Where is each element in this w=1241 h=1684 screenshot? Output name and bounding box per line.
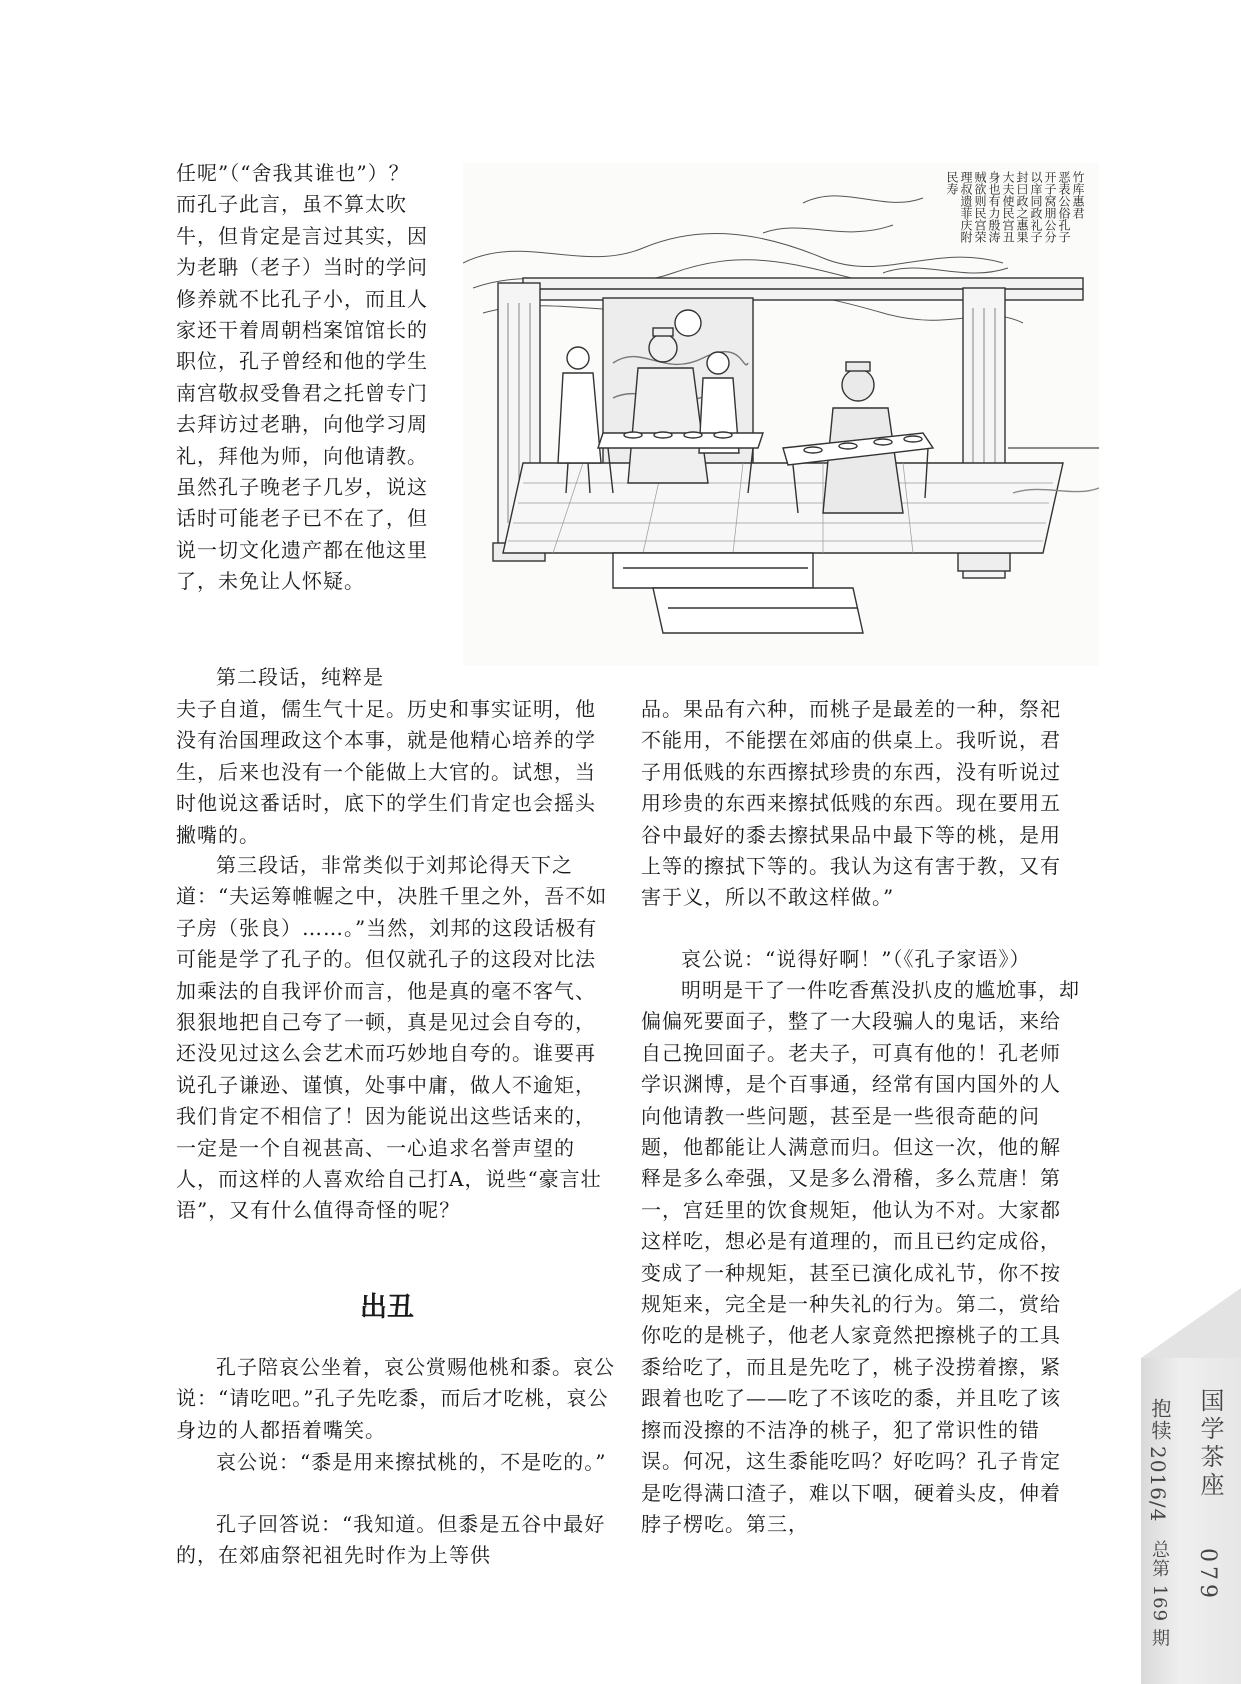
publication-name: 抱犊 <box>1148 1398 1172 1442</box>
caption-line: 恶表公俗孔子 <box>1057 171 1071 243</box>
caption-line: 理叔遗菲庆附 <box>959 171 973 243</box>
issue-number: 2016/4 <box>1146 1446 1170 1523</box>
caption-line: 竹库惠君 <box>1071 171 1085 219</box>
caption-line: 大夫使民宫丑 <box>1001 171 1015 243</box>
paragraph-right-1: 品。果品有六种，而桃子是最差的一种，祭祀不能用，不能摆在郊庙的供桌上。我听说，君子用低贱的东西擦拭珍贵的东西，没有听说过用珍贵的东西来擦拭低贱的东西。现在要用五谷中最好的黍去擦拭果品中最下等的桃，是用上等的擦拭下等的。我认为这有害于教，又有害于义，所以不敢这样做。” <box>641 697 1061 910</box>
paragraph-left-5: 哀公说：“黍是用来擦拭桃的，不是吃的。” <box>216 1450 607 1474</box>
paragraph-right-2: 哀公说：“说得好啊！”（《孔子家语》） <box>681 947 1031 971</box>
paragraph-left-4: 孔子陪哀公坐着，哀公赏赐他桃和黍。哀公说：“请吃吧。”孔子先吃黍，而后才吃桃，哀公身边的人都捂着嘴笑。 <box>176 1355 615 1442</box>
section-name: 国学茶座 <box>1196 1388 1224 1500</box>
caption-line: 身也有力殷涛 <box>987 171 1001 243</box>
caption-line: 封曰政之惠果 <box>1015 171 1029 243</box>
illustration <box>463 163 1099 666</box>
paragraph-right-3: 明明是干了一件吃香蕉没扒皮的尴尬事，却偏偏死要面子，整了一大段骗人的鬼话，来给自己挽回面子。老夫子，可真有他的！孔老师学识渊博，是个百事通，经常有国内国外的人向他请教一些问题，甚至是一些很奇葩的问题，他都能让人满意而归。但这一次，他的解释是多么牵强，又是多么滑稽，多么荒唐！第一，宫廷里的饮食规矩，他认为不对。大家都这样吃，想必是有道理的，而且已约定成俗，变成了一种规矩，甚至已演化成礼节，你不按规矩来，完全是一种失礼的行为。第二，赏给你吃的是桃子，他老人家竟然把擦桃子的工具黍给吃了，而且是先吃了，桃子没捞着擦，紧跟着也吃了——吃了不该吃的黍，并且吃了该擦而没擦的不洁净的桃子，犯了常识性的错误。何况，这生黍能吃吗？好吃吗？孔子肯定是吃得满口渣子，难以下咽，硬着头皮，伸着脖子楞吃。第三， <box>641 978 1080 1536</box>
steps <box>613 553 863 633</box>
moon <box>675 310 701 336</box>
section-heading: 出丑 <box>360 1292 414 1323</box>
page-number: 079 <box>1195 1548 1220 1602</box>
total-issue: 总第 169 期 <box>1149 1540 1170 1648</box>
paragraph-left-2-head: 第二段话，纯粹是 <box>216 665 384 689</box>
caption-line: 民寿 <box>945 171 959 195</box>
caption-line: 以庠同政礼子 <box>1029 171 1043 243</box>
paragraph-left-1: 任呢”（“舍我其谁也”）？而孔子此言，虽不算太吹牛，但肯定是言过其实，因为老聃（老子）当时的学问修养就不比孔子小，而且人家还干着周朝档案馆馆长的职位，孔子曾经和他的学生南宫敬叔受鲁君之托曾专门去拜访过老聃，向他学习周礼，拜他为师，向他请教。虽然孔子晚老子几岁，说这话时可能老子已不在了，但说一切文化遗产都在他这里了，未免让人怀疑。 <box>176 161 428 594</box>
floor <box>503 463 1063 553</box>
paragraph-left-2-rest: 夫子自道，儒生气十足。历史和事实证明，他没有治国理政这个本事，就是他精心培养的学生，后来也没有一个能做上大官的。试想，当时他说这番话时，底下的学生们肯定也会摇头撇嘴的。 <box>176 697 596 847</box>
caption-line: 开子窝朋公分 <box>1043 171 1057 243</box>
paragraph-left-3: 第三段话，非常类似于刘邦论得天下之道：“夫运筹帷幄之中，决胜千里之外，吾不如子房（张良）……。”当然，刘邦的这段话极有可能是学了孔子的。但仅就孔子的这段对比法加乘法的自我评价而言，他是真的毫不客气、狠狠地把自己夸了一顿，真是见过会自夸的，还没见过这么会艺术而巧妙地自夸的。谁要再说孔子谦逊、谨慎，处事中庸，做人不逾矩，我们肯定不相信了！因为能说出这些话来的，一定是一个自视甚高、一心追求名誉声望的人，而这样的人喜欢给自己打A，说些“豪言壮语”，又有什么值得奇怪的呢？ <box>176 853 608 1223</box>
paragraph-left-6: 孔子回答说：“我知道。但黍是五谷中最好的，在郊庙祭祀祖先时作为上等供 <box>176 1512 606 1568</box>
caption-line: 贼欲则民宫荣 <box>973 171 987 243</box>
